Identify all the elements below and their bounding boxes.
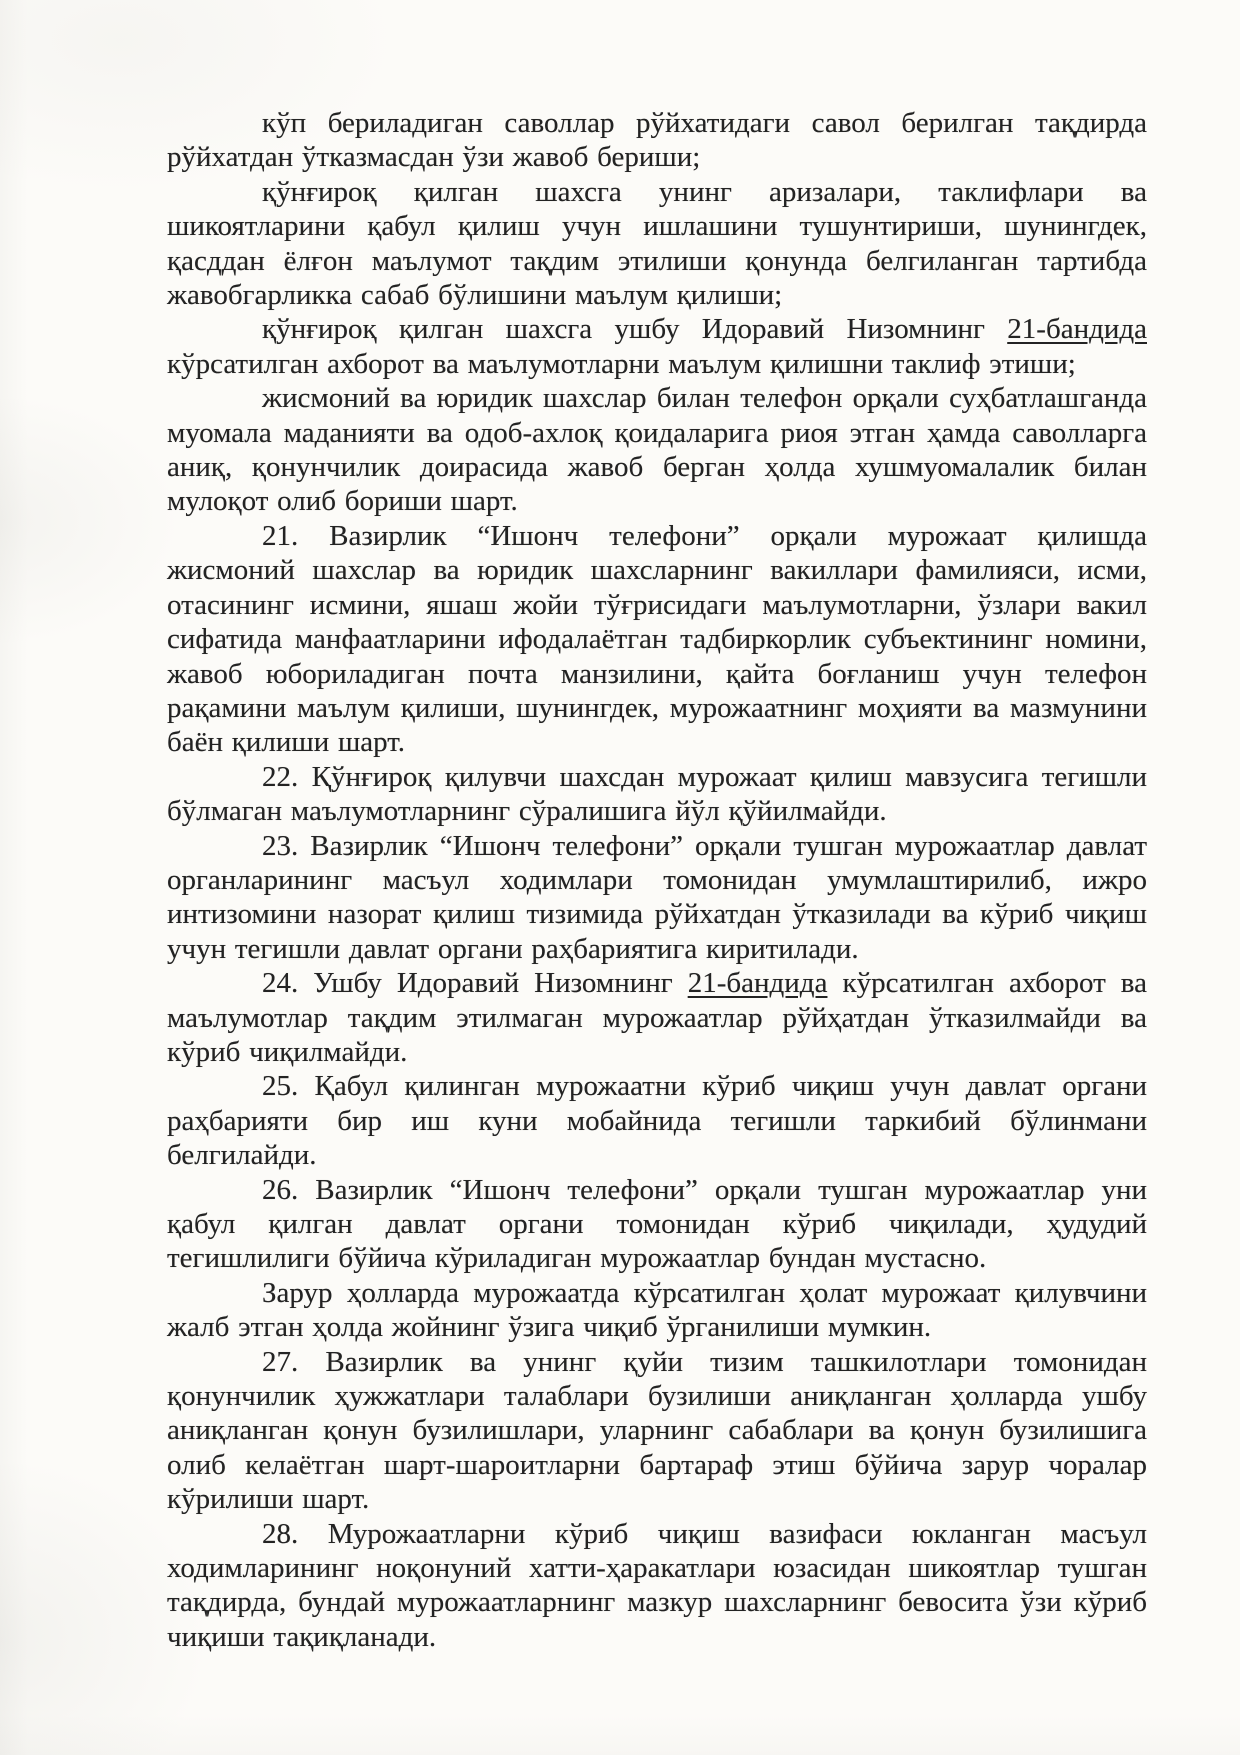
underlined-reference: 21-бандида	[1007, 313, 1147, 346]
paragraph	[167, 1276, 1147, 1345]
paragraph	[167, 829, 1147, 967]
paragraph	[167, 1173, 1147, 1276]
paragraph	[167, 1345, 1147, 1517]
text-run: 24. Ушбу Идоравий Низомнинг	[262, 967, 688, 1000]
text-run: 28. Мурожаатларни кўриб чиқиш вазифаси юкланган масъул ходимларининг ноқонуний хатти-ҳаракатлари юзасидан шикоятлар тушган тақдирда, бундай мурожаатларнинг мазкур шахсларнинг бевосита ўзи кўриб чиқиши тақиқланади.	[167, 1517, 1147, 1653]
text-run: кўрсатилган ахборот ва маълумотларни маълум қилишни таклиф этиши;	[167, 347, 1076, 380]
text-run: кўп бериладиган саволлар рўйхатидаги савол берилган тақдирда рўйхатдан ўтказмасдан ўзи жавоб бериши;	[167, 107, 1147, 174]
paragraph	[167, 760, 1147, 829]
document-body	[167, 106, 1147, 1654]
paragraph	[167, 519, 1147, 760]
paragraph	[167, 106, 1147, 175]
text-run: 21. Вазирлик “Ишонч телефони” орқали мурожаат қилишда жисмоний шахслар ва юридик шахсларнинг вакиллари фамилияси, исми, отасининг исмини, яшаш жойи тўғрисидаги маълумотларни, ўзлари вакил сифатида манфаатларини ифодалаётган тадбиркорлик субъектининг номини, жавоб юбориладиган почта манзилини, қайта боғланиш учун телефон рақамини маълум қилиши, шунингдек, мурожаатнинг моҳияти ва мазмунини баён қилиши шарт.	[167, 519, 1147, 759]
text-run: қўнғироқ қилган шахсга ушбу Идоравий Низомнинг	[262, 313, 1008, 346]
text-run: Зарур ҳолларда мурожаатда кўрсатилган ҳолат мурожаат қилувчини жалб этган ҳолда жойнинг ўзига чиқиб ўрганилиши мумкин.	[167, 1276, 1147, 1344]
paragraph	[167, 312, 1147, 381]
paragraph	[167, 1517, 1147, 1655]
paragraph	[167, 966, 1147, 1069]
text-run: қўнғироқ қилган шахсга унинг аризалари, таклифлари ва шикоятларини қабул қилиш учун ишлашини тушунтириши, шунингдек, қасддан ёлғон маълумот тақдим этилиши қонунда белгиланган тартибда жавобгарликка сабаб бўлишини маълум қилиши;	[167, 175, 1147, 312]
text-run: 26. Вазирлик “Ишонч телефони” орқали тушган мурожаатлар уни қабул қилган давлат органи томонидан кўриб чиқилади, ҳудудий тегишлилиги бўйича кўриладиган мурожаатлар бундан мустасно.	[167, 1173, 1147, 1275]
text-run: 27. Вазирлик ва унинг қуйи тизим ташкилотлари томонидан қонунчилик ҳужжатлари талаблари бузилиши аниқланган ҳолларда ушбу аниқланган қонун бузилишлари, уларнинг сабаблари ва қонун бузилишига олиб келаётган шарт-шароитларни бартараф этиш бўйича зарур чоралар кўрилиши шарт.	[167, 1345, 1147, 1516]
text-run: 25. Қабул қилинган мурожаатни кўриб чиқиш учун давлат органи раҳбарияти бир иш куни мобайнида тегишли таркибий бўлинмани белгилайди.	[167, 1070, 1147, 1172]
underlined-reference: 21-бандида	[687, 967, 828, 1000]
text-run: 23. Вазирлик “Ишонч телефони” орқали тушган мурожаатлар давлат органларининг масъул ходимлари томонидан умумлаштирилиб, ижро интизомини назорат қилиш тизимида рўйхатдан ўтказилади ва кўриб чиқиш учун тегишли давлат органи раҳбариятига киритилади.	[167, 829, 1147, 965]
paragraph	[167, 1069, 1147, 1172]
text-run: 22. Қўнғироқ қилувчи шахсдан мурожаат қилиш мавзусига тегишли бўлмаган маълумотларнинг сўралишига йўл қўйилмайди.	[167, 760, 1147, 828]
text-run: кўрсатилган ахборот ва маълумотлар тақдим этилмаган мурожаатлар рўйҳатдан ўтказилмайди ва кўриб чиқилмайди.	[167, 967, 1147, 1068]
text-run: жисмоний ва юридик шахслар билан телефон орқали суҳбатлашганда муомала маданияти ва одоб-ахлоқ қоидаларига риоя этган ҳамда саволларга аниқ, қонунчилик доирасида жавоб берган ҳолда хушмуомалалик билан мулоқот олиб бориши шарт.	[167, 382, 1147, 518]
paragraph	[167, 175, 1147, 313]
paragraph	[167, 381, 1147, 519]
